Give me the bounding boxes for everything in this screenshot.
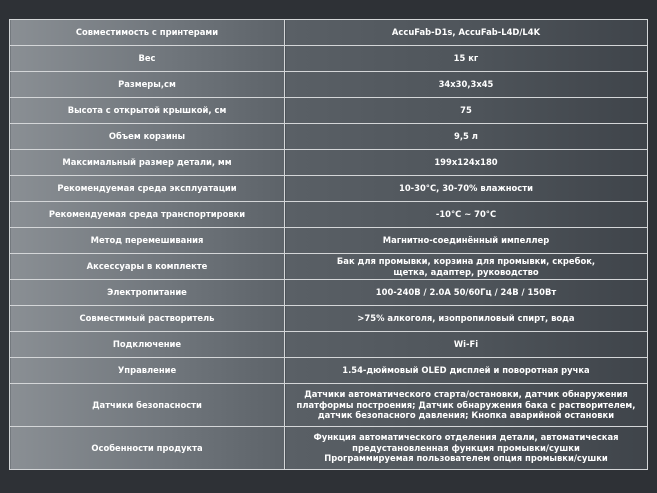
specifications-table (9, 19, 648, 470)
spec-value: AccuFab-D1s, AccuFab-L4D/L4K (285, 20, 648, 46)
spec-value: Датчики автоматического старта/остановки, датчик обнаружения платформы построения; Датчик обнаружения бака с растворителем, датчик безопасного давления; Кнопка аварийной остановки (285, 384, 648, 427)
spec-value: >75% алкоголя, изопропиловый спирт, вода (285, 306, 648, 332)
table-row (10, 202, 648, 228)
table-row (10, 20, 648, 46)
spec-value: -10°C ~ 70°C (285, 202, 648, 228)
table-row (10, 150, 648, 176)
spec-value: Магнитно-соединённый импеллер (285, 228, 648, 254)
table-row (10, 306, 648, 332)
table-row (10, 358, 648, 384)
spec-label: Датчики безопасности (10, 384, 285, 427)
spec-label: Особенности продукта (10, 427, 285, 470)
spec-value: 75 (285, 98, 648, 124)
spec-label: Высота с открытой крышкой, см (10, 98, 285, 124)
table-row (10, 228, 648, 254)
spec-label: Рекомендуемая среда транспортировки (10, 202, 285, 228)
table-row (10, 46, 648, 72)
table-row (10, 124, 648, 150)
spec-label: Подключение (10, 332, 285, 358)
table-row (10, 72, 648, 98)
table-row (10, 384, 648, 427)
table-row (10, 176, 648, 202)
table-row (10, 427, 648, 470)
spec-label: Вес (10, 46, 285, 72)
spec-value: Wi-Fi (285, 332, 648, 358)
spec-label: Размеры,см (10, 72, 285, 98)
spec-label: Объем корзины (10, 124, 285, 150)
table-row (10, 254, 648, 280)
spec-value: 1.54-дюймовый OLED дисплей и поворотная ручка (285, 358, 648, 384)
spec-label: Совместимость с принтерами (10, 20, 285, 46)
spec-value: 15 кг (285, 46, 648, 72)
spec-value: 34x30,3x45 (285, 72, 648, 98)
spec-label: Рекомендуемая среда эксплуатации (10, 176, 285, 202)
table-row (10, 280, 648, 306)
spec-label: Метод перемешивания (10, 228, 285, 254)
table-row (10, 98, 648, 124)
spec-label: Совместимый растворитель (10, 306, 285, 332)
spec-value: Бак для промывки, корзина для промывки, скребок, щетка, адаптер, руководство (285, 254, 648, 280)
spec-value: 100-240В / 2.0А 50/60Гц / 24В / 150Вт (285, 280, 648, 306)
spec-value: 9,5 л (285, 124, 648, 150)
spec-label: Электропитание (10, 280, 285, 306)
spec-label: Аксессуары в комплекте (10, 254, 285, 280)
spec-value: 10-30°C, 30-70% влажности (285, 176, 648, 202)
table-row (10, 332, 648, 358)
spec-label: Максимальный размер детали, мм (10, 150, 285, 176)
spec-value: Функция автоматического отделения детали, автоматическая предустановленная функция промывки/сушки Программируемая пользователем опция промывки/сушки (285, 427, 648, 470)
spec-label: Управление (10, 358, 285, 384)
spec-value: 199x124x180 (285, 150, 648, 176)
